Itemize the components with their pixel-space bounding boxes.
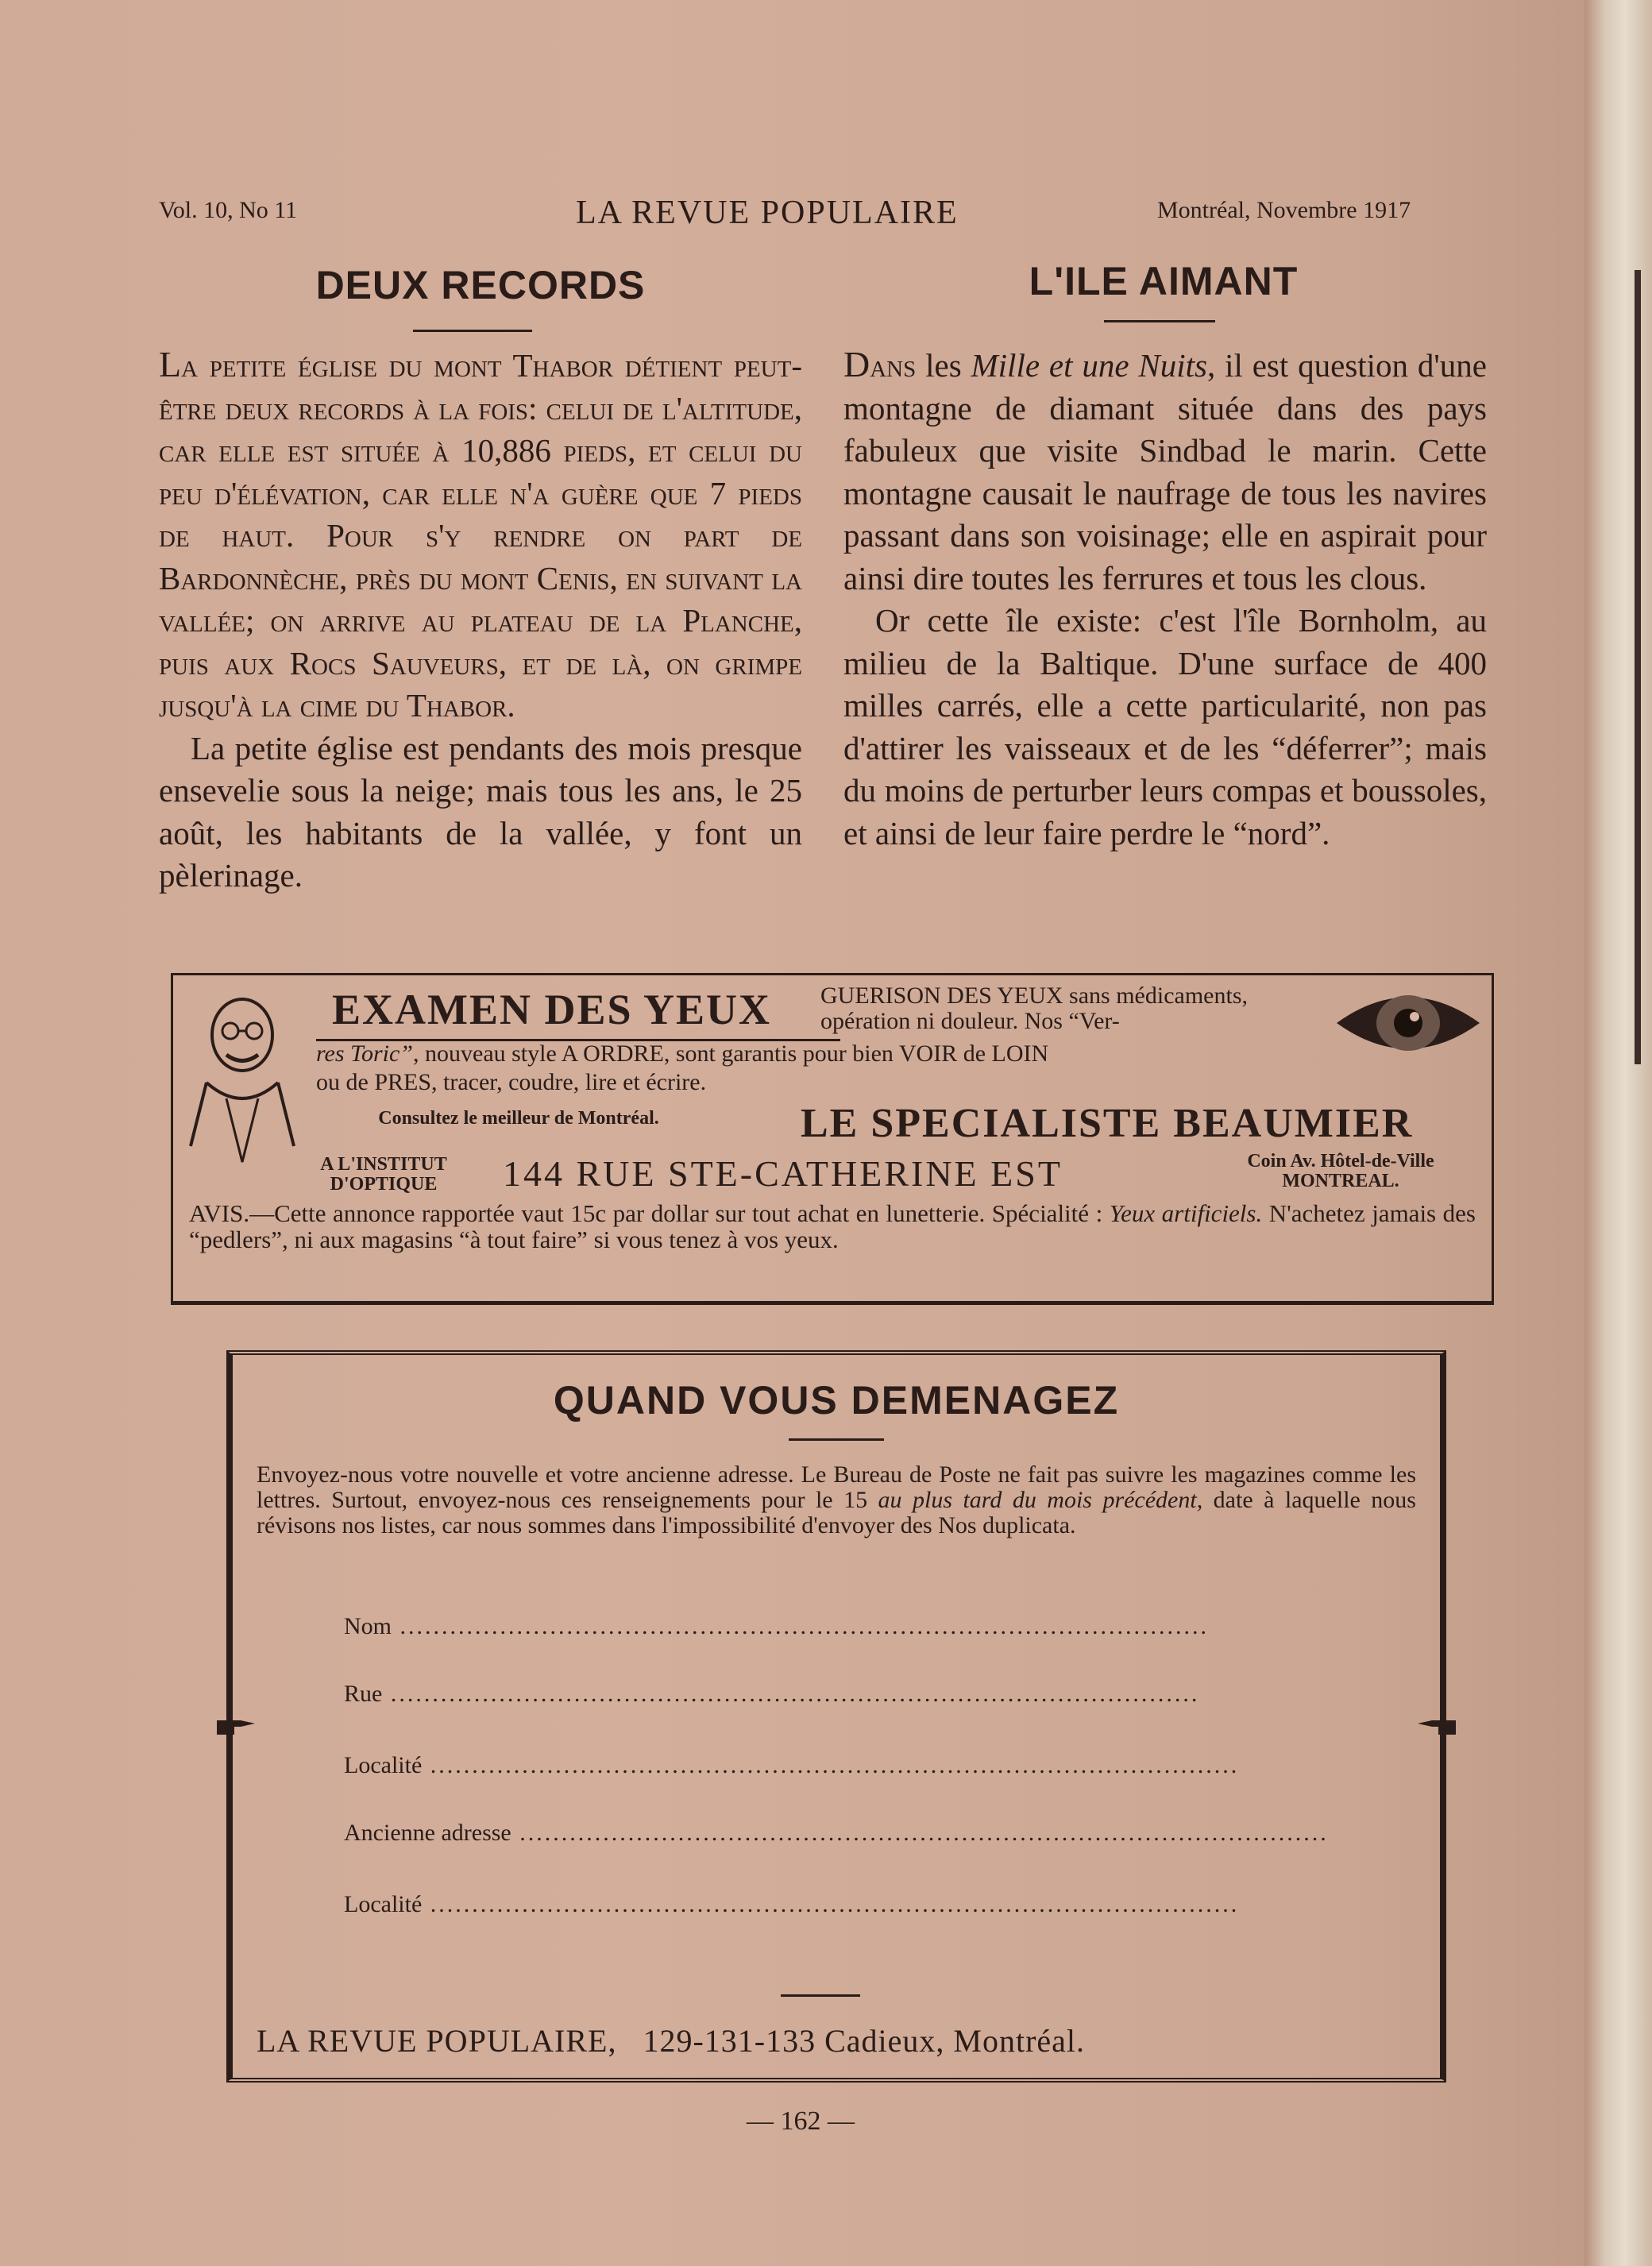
- form-field-ancienne-adresse[interactable]: Ancienne adresse .................................................................................................: [344, 1820, 1329, 1846]
- drop-cap: D: [843, 344, 870, 384]
- field-label: Localité: [344, 1891, 423, 1917]
- page-number: — 162 —: [747, 2106, 855, 2136]
- article-title-deux-records: DEUX RECORDS: [315, 263, 646, 307]
- specialty-text: Yeux artificiels.: [1109, 1199, 1263, 1227]
- ad-headline: EXAMEN DES YEUX: [332, 986, 772, 1033]
- change-of-address-form: [226, 1350, 1446, 2083]
- paragraph-text: les: [916, 347, 971, 384]
- form-field-localite[interactable]: Localité .................................................................................................: [344, 1752, 1240, 1778]
- ad-cure-text: GUERISON DES YEUX sans médicaments, opération ni douleur. Nos “Ver-: [820, 982, 1248, 1034]
- paragraph-1: [843, 343, 1487, 600]
- paragraph-2: La petite église est pendants des mois presque ensevelie sous la neige; mais tous les ans, le 25 août, les habitants de la vallée, y font un pèlerinage.: [159, 729, 802, 894]
- pointing-hand-left-icon: [1416, 1714, 1456, 1738]
- footer-rule: [781, 1994, 860, 1997]
- ad-corner-text: Coin Av. Hôtel-de-Ville MONTREAL.: [1247, 1151, 1434, 1191]
- publication-title: LA REVUE POPULAIRE: [576, 195, 959, 231]
- ad-notice: [189, 1200, 1476, 1253]
- form-instructions: [257, 1462, 1416, 1538]
- notice-text: AVIS.—Cette annonce rapportée vaut 15c par dollar sur tout achat en lunetterie. Spécialité :: [189, 1199, 1110, 1227]
- instruction-text: date à laquelle nous révisons nos listes, car nous sommes dans l'impossibilité d'envoyer des Nos duplicata.: [257, 1487, 1416, 1538]
- small-caps-text: ans: [870, 347, 917, 384]
- form-title: QUAND VOUS DEMENAGEZ: [553, 1378, 1120, 1423]
- issue-date: Montréal, Novembre 1917: [1157, 197, 1411, 223]
- deadline-text: au plus tard du mois précédent,: [878, 1487, 1203, 1513]
- adjacent-page-edge: [1584, 0, 1652, 2266]
- form-footer: [257, 2022, 1085, 2059]
- paragraph-2: Or cette île existe: c'est l'île Bornholm, au milieu de la Baltique. D'une surface de 400 milles carrés, elle a cette particularité, non pas d'attirer les vaisseaux et de les “déferrer”; mais du moins de perturber leurs compas et boussoles, et ainsi de leur faire perdre le “nord”.: [843, 602, 1487, 851]
- ad-line-3: ou de PRES, tracer, coudre, lire et écrire.: [316, 1069, 707, 1095]
- eye-illustration-icon: [1329, 979, 1488, 1067]
- ad-text: , nouveau style A ORDRE, sont garantis pour bien VOIR de LOIN: [413, 1040, 1049, 1067]
- eye-exam-advertisement: [171, 973, 1494, 1305]
- publisher-name: LA REVUE POPULAIRE,: [257, 2023, 617, 2059]
- publisher-address: 129-131-133 Cadieux, Montréal.: [643, 2023, 1086, 2059]
- paragraph-text: a petite église du mont Thabor détient peut-être deux records à la fois: celui de l'altitude, car elle est située à 10,886 pieds, et celui du peu d'élévation, car elle n'a guère que 7 pieds de haut. Pour s'y rendre on part de Bardonnèche, près du mont Cenis, en suivant la vallée; on arrive au plateau de la Planche, puis aux Rocs Sauveurs, et de là, on grimpe jusqu'à la cime du Thabor.: [159, 347, 802, 724]
- field-label: Localité: [344, 1752, 423, 1778]
- article-body-ile-aimant: [843, 343, 1487, 855]
- article-title-ile-aimant: L'ILE AIMANT: [1029, 259, 1299, 303]
- article-body-deux-records: [159, 343, 802, 898]
- paragraph-1: [159, 343, 802, 728]
- ad-line-2: [316, 1040, 1341, 1067]
- form-field-rue[interactable]: Rue .................................................................................................: [344, 1681, 1200, 1707]
- ad-consult-text: Consultez le meilleur de Montréal.: [378, 1108, 659, 1129]
- drop-cap: L: [159, 344, 182, 384]
- field-label: Rue: [344, 1681, 383, 1707]
- title-rule: [413, 330, 532, 332]
- form-field-nom[interactable]: Nom .................................................................................................: [344, 1613, 1209, 1639]
- product-name: res Toric”: [316, 1040, 413, 1067]
- notice-text: N'achetez jamais des “pedlers”, ni aux magasins “à tout faire” si vous tenez à vos yeux.: [189, 1199, 1476, 1253]
- adjacent-page-shadow: [1635, 270, 1641, 1064]
- form-field-localite-2[interactable]: Localité .................................................................................................: [344, 1891, 1240, 1917]
- specialist-name: LE SPECIALISTE BEAUMIER: [801, 1101, 1414, 1146]
- field-label: Ancienne adresse: [344, 1820, 511, 1846]
- volume-number: Vol. 10, No 11: [159, 197, 298, 223]
- book-title: Mille et une Nuits: [971, 347, 1207, 384]
- ad-street-address: 144 RUE STE-CATHERINE EST: [503, 1153, 1063, 1194]
- pointing-hand-right-icon: [217, 1714, 257, 1738]
- field-label: Nom: [344, 1613, 392, 1639]
- paragraph-text: , il est question d'une montagne de diamant située dans des pays fabuleux que visite Sindbad le marin. Cette montagne causait le naufrage de tous les navires passant dans son voisinage; elle en aspirait pour ainsi dire toutes les ferrures et tous les clous.: [843, 347, 1487, 596]
- title-rule: [789, 1438, 884, 1441]
- title-rule: [1104, 320, 1215, 322]
- optician-portrait-icon: [183, 987, 302, 1170]
- instruction-text: Envoyez-nous votre nouvelle et votre ancienne adresse. Le Bureau de Poste ne fait pas suivre les magazines comme les lettres. Surtout, envoyez-nous ces renseignements pour le 15: [257, 1461, 1416, 1513]
- institut-name: A L'INSTITUT D'OPTIQUE: [320, 1154, 447, 1195]
